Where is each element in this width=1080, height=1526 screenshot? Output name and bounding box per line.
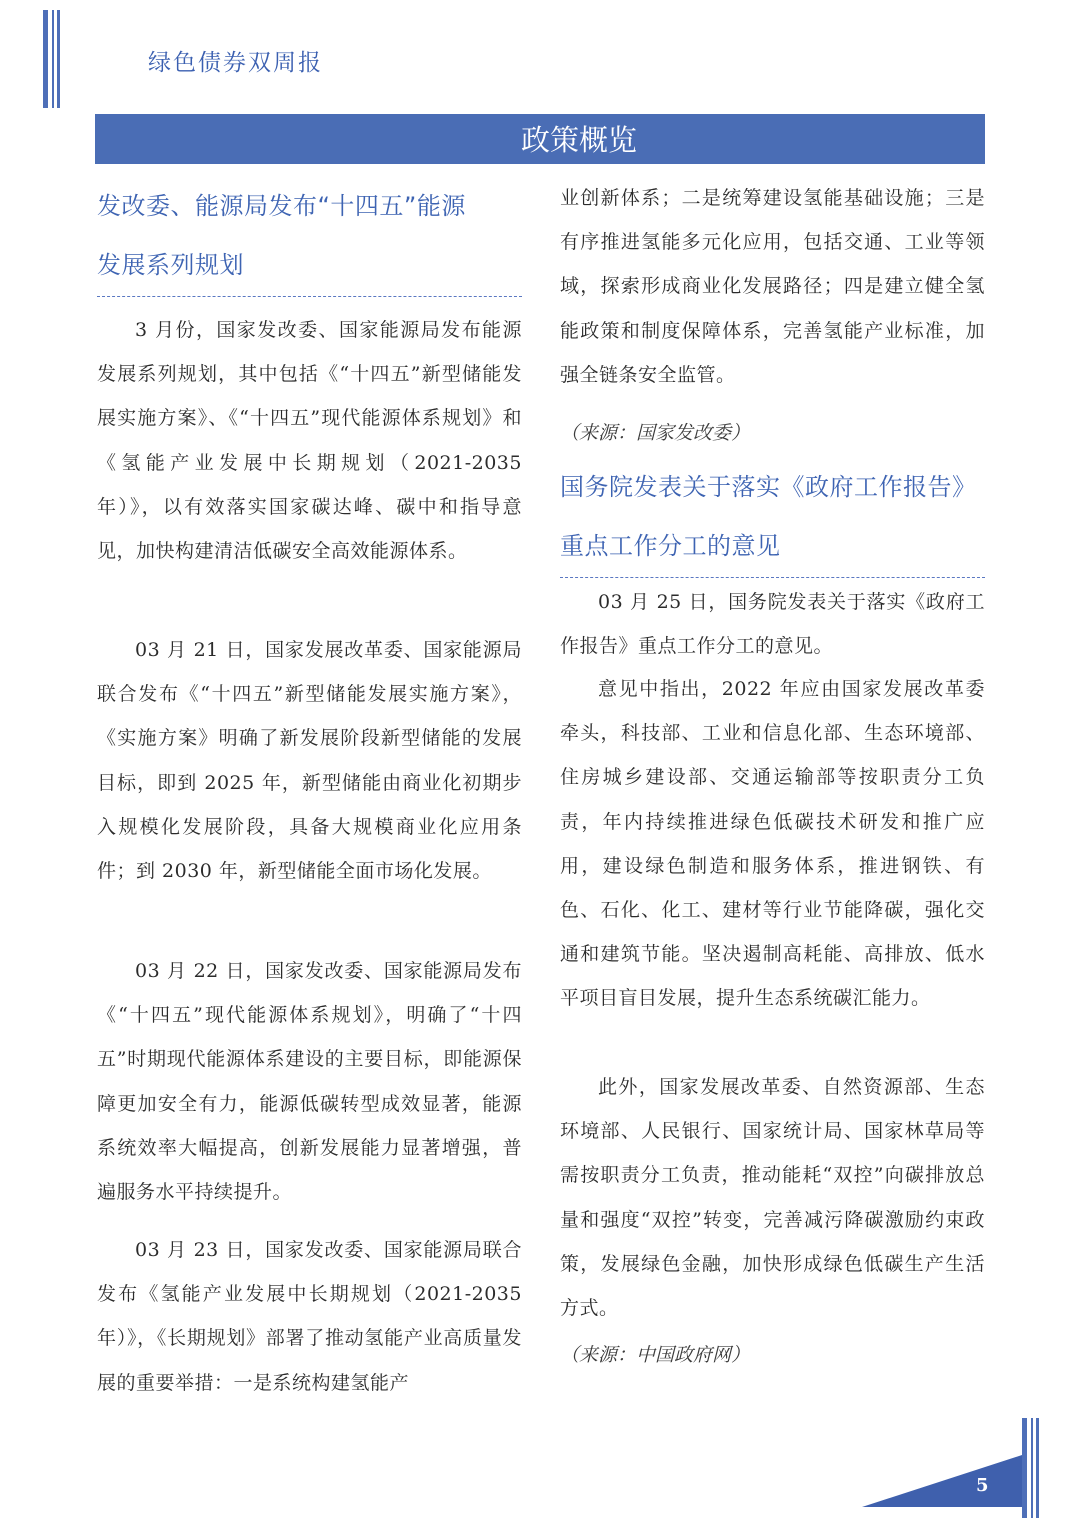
title-divider [97,296,522,297]
article-title-line: 发改委、能源局发布“十四五”能源 [97,192,466,220]
title-divider [560,577,985,578]
paragraph: 意见中指出，2022 年应由国家发展改革委牵头，科技部、工业和信息化部、生态环境部、住房城乡建设部、交通运输部等按职责分工负责，年内持续推进绿色低碳技术研发和推广应用，建设绿色制造和服务体系，推进钢铁、有色、石化、化工、建材等行业节能降碳，强化交通和建筑节能。坚决遏制高耗能、高排放、低水平项目盲目发展，提升生态系统碳汇能力。 [560,678,985,1010]
source-note: （来源：国家发改委） [560,422,751,444]
source-note: （来源：中国政府网） [560,1344,751,1366]
paragraph: 此外，国家发展改革委、自然资源部、生态环境部、人民银行、国家统计局、国家林草局等需按职责分工负责，推动能耗“双控”向碳排放总量和强度“双控”转变，完善减污降碳激励约束政策，发展绿色金融，加快形成绿色低碳生产生活方式。 [560,1076,985,1320]
page-number: 5 [976,1475,989,1496]
article-title-line: 重点工作分工的意见 [560,532,781,560]
paragraph: 03 月 23 日，国家发改委、国家能源局联合发布《氢能产业发展中长期规划（2021-2035 年）》，《长期规划》部署了推动氢能产业高质量发展的重要举措：一是系统构建氢能产 [97,1239,522,1394]
section-title: 政策概览 [520,123,637,157]
page-corner-triangle [862,1455,1022,1507]
paragraph: 03 月 25 日，国务院发表关于落实《政府工作报告》重点工作分工的意见。 [560,591,985,658]
article-title-line: 发展系列规划 [97,251,244,279]
paragraph: 03 月 22 日，国家发改委、国家能源局发布《“十四五”现代能源体系规划》，明确了“十四五”时期现代能源体系建设的主要目标，即能源保障更加安全有力，能源低碳转型成效显著，能源系统效率大幅提高，创新发展能力显著增强，普遍服务水平持续提升。 [97,960,522,1204]
paragraph: 业创新体系；二是统筹建设氢能基础设施；三是有序推进氢能多元化应用，包括交通、工业等领域，探索形成商业化发展路径；四是建立健全氢能政策和制度保障体系，完善氢能产业标准，加强全链条安全监管。 [560,187,985,386]
paragraph: 3 月份，国家发改委、国家能源局发布能源发展系列规划，其中包括《“十四五”新型储能发展实施方案》、《“十四五”现代能源体系规划》和《氢能产业发展中长期规划（2021-2035 年）》，以有效落实国家碳达峰、碳中和指导意见，加快构建清洁低碳安全高效能源体系。 [97,319,522,563]
article-title-line: 国务院发表关于落实《政府工作报告》 [560,473,977,501]
paragraph: 03 月 21 日，国家发展改革委、国家能源局联合发布《“十四五”新型储能发展实施方案》，《实施方案》明确了新发展阶段新型储能的发展目标，即到 2025 年，新型储能由商业化初期步入规模化发展阶段，具备大规模商业化应用条件；到 2030 年，新型储能全面市场化发展。 [97,639,522,883]
publication-title: 绿色债券双周报 [148,50,323,76]
section-banner [95,114,985,164]
